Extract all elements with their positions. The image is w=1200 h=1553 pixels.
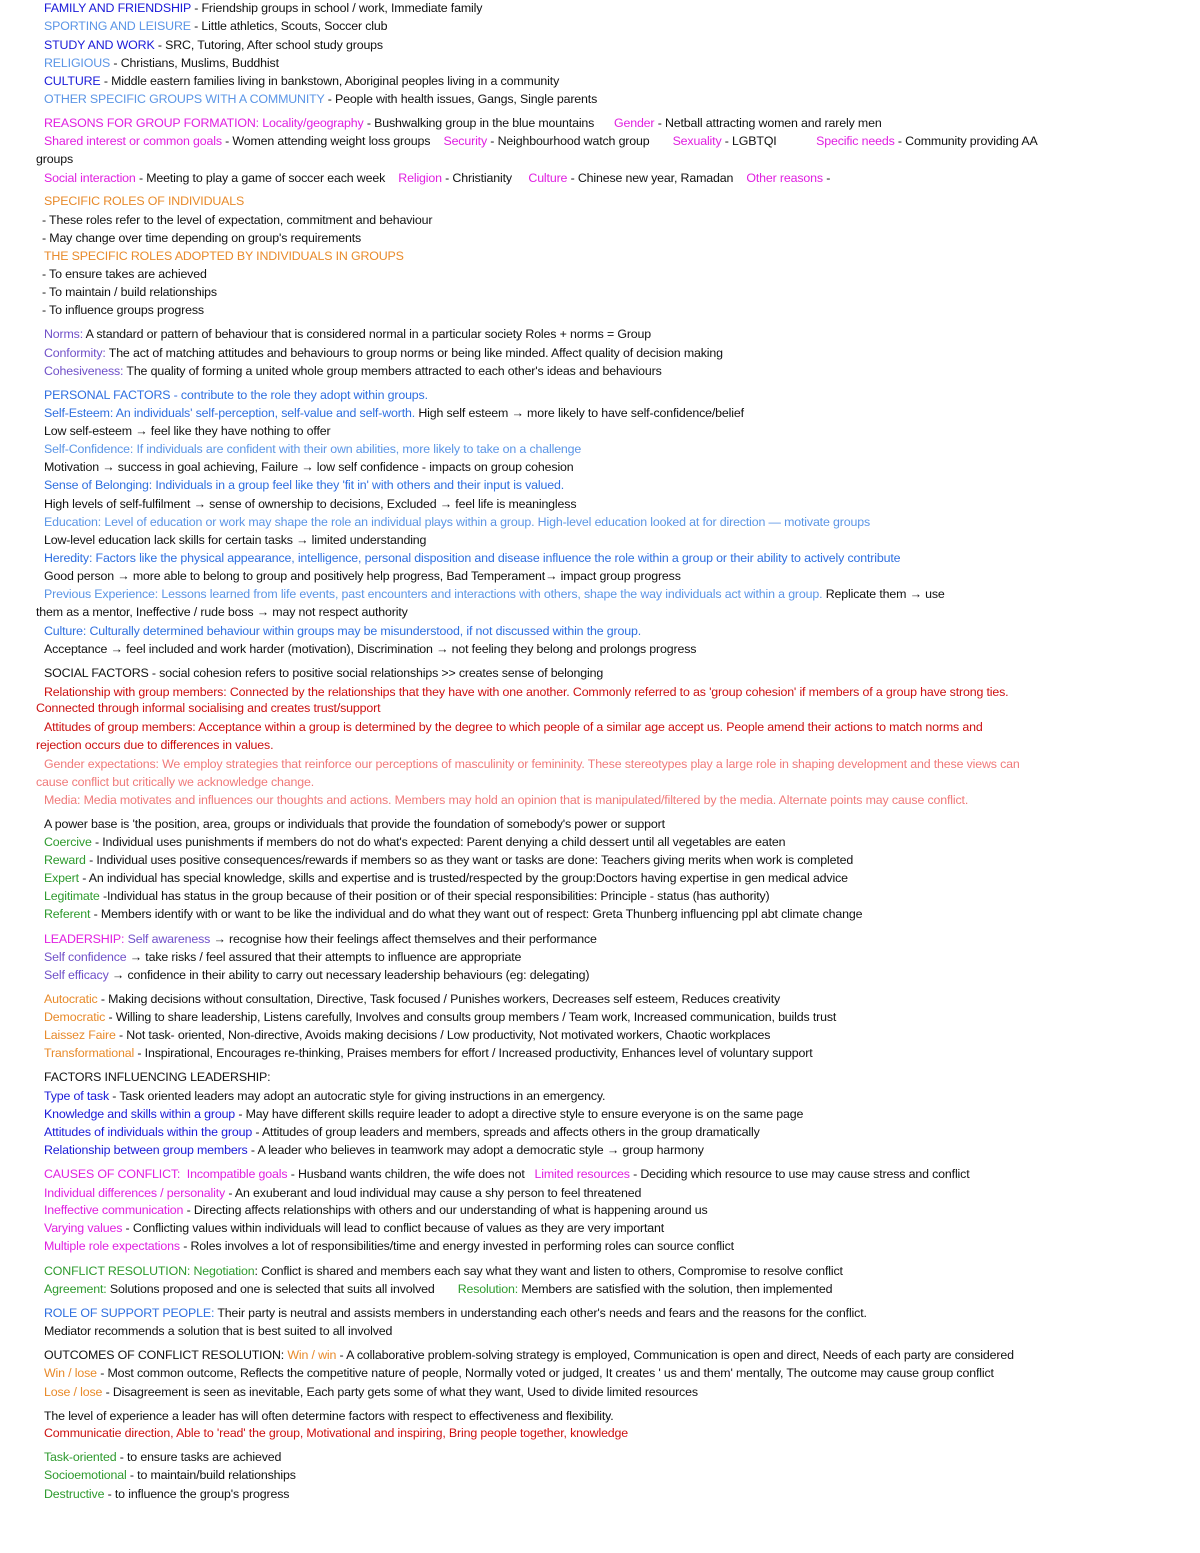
note-heading: REASONS FOR GROUP FORMATION: Locality/geography <box>44 116 364 130</box>
note-line <box>44 834 785 850</box>
note-heading: Sexuality <box>672 134 722 148</box>
note-text: Mediator recommends a solution that is best suited to all involved <box>44 1324 393 1338</box>
note-heading: SPECIFIC ROLES OF INDIVIDUALS <box>44 194 245 208</box>
note-heading: Conformity: <box>44 346 106 360</box>
note-text: Acceptance → feel included and work harder (motivation), Discrimination → not feeling they belong and prolongs progress <box>44 642 697 656</box>
note-line <box>42 230 361 246</box>
note-heading: Cohesiveness: <box>44 364 124 378</box>
note-line <box>44 719 983 735</box>
note-line <box>44 1467 296 1483</box>
note-heading: PERSONAL FACTORS - contribute to the role they adopt within groups. <box>44 388 428 402</box>
note-text: them as a mentor, Ineffective / rude boss → may not respect authority <box>36 605 408 619</box>
note-text: - <box>822 171 831 185</box>
note-heading: Shared interest or common goals <box>44 134 222 148</box>
note-line <box>36 151 73 167</box>
note-heading: Resolution: <box>457 1282 519 1296</box>
note-text: - To ensure takes are achieved <box>42 267 207 281</box>
note-text: Good person → more able to belong to group and positively help progress, Bad Temperament→ impact group progress <box>44 569 681 583</box>
note-text: - SRC, Tutoring, After school study groups <box>154 38 383 52</box>
note-line <box>44 37 383 53</box>
note-text: The level of experience a leader has will often determine factors with respect to effectiveness and flexibility. <box>44 1409 614 1423</box>
note-heading: Relationship with group members: Connected by the relationships that they have with one another. Commonly referred to as 'group cohesion' if members of a group have strong ties. <box>44 685 1009 699</box>
note-heading: Attitudes of group members: Acceptance within a group is determined by the degree to which people of a similar age accept us. People amend their actions to match norms and <box>44 720 983 734</box>
note-line <box>44 1069 270 1085</box>
note-heading: Socioemotional <box>44 1468 127 1482</box>
note-line <box>44 665 603 681</box>
note-heading: Specific needs <box>816 134 895 148</box>
note-heading: Type of task <box>44 1089 110 1103</box>
note-heading: Coercive <box>44 835 92 849</box>
note-line <box>44 906 862 922</box>
note-text: - Attitudes of group leaders and members, spreads and affects others in the group dramatically <box>252 1125 760 1139</box>
note-text: groups <box>36 152 73 166</box>
note-text: : Conflict is shared and members each say what they want and listen to others, Compromise to resolve conflict <box>254 1264 843 1278</box>
note-text: - Directing affects relationships with others and our understanding of what is happening around us <box>183 1203 708 1217</box>
note-line <box>44 1045 813 1061</box>
note-text: - Christianity <box>441 171 529 185</box>
note-line <box>44 1486 289 1502</box>
note-heading: Expert <box>44 871 79 885</box>
note-heading: Multiple role expectations <box>44 1239 180 1253</box>
note-heading: Norms: <box>44 327 84 341</box>
note-line <box>44 1305 867 1321</box>
note-line <box>44 459 574 475</box>
note-heading: Religion <box>398 171 442 185</box>
note-text: - Neighbourhood watch group <box>487 134 673 148</box>
note-text: - May change over time depending on group's requirements <box>42 231 362 245</box>
note-heading: LEADERSHIP: <box>44 932 125 946</box>
note-text: - Willing to share leadership, Listens carefully, Involves and consults group members / Team work, Increased communication, builds trust <box>105 1010 837 1024</box>
note-line <box>44 1185 641 1201</box>
note-heading: Win / lose <box>44 1366 97 1380</box>
note-text: - Inspirational, Encourages re-thinking, Praises members for effort / Increased productivity, Enhances level of voluntary support <box>134 1046 813 1060</box>
note-text: - An individual has special knowledge, skills and expertise and is trusted/respected by the group:Doctors having expertise in gen medical advice <box>78 871 848 885</box>
note-text: - Friendship groups in school / work, Immediate family <box>190 1 483 15</box>
note-line <box>44 586 945 602</box>
note-line <box>44 1281 832 1297</box>
note-text: - LGBTQI <box>721 134 817 148</box>
note-text: - A leader who believes in teamwork may adopt a democratic style → group harmony <box>247 1143 704 1157</box>
note-line <box>36 737 273 753</box>
note-heading: Other reasons <box>746 171 823 185</box>
note-text: Low-level education lack skills for certain tasks → limited understanding <box>44 533 427 547</box>
note-line <box>44 1202 708 1218</box>
note-line <box>44 170 830 186</box>
note-line <box>44 1027 770 1043</box>
note-line <box>44 967 589 983</box>
note-heading: FAMILY AND FRIENDSHIP <box>44 1 191 15</box>
note-text: - Making decisions without consultation, Directive, Task focused / Punishes workers, Decreases self esteem, Reduces creativity <box>97 992 781 1006</box>
note-heading: Attitudes of individuals within the group <box>44 1125 253 1139</box>
note-line <box>44 1384 698 1400</box>
note-line <box>44 326 651 342</box>
note-heading: Connected through informal socialising and creates trust/support <box>36 701 381 715</box>
note-heading: Communicatie direction, Able to 'read' the group, Motivational and inspiring, Bring people together, knowledge <box>44 1426 629 1440</box>
note-line <box>44 991 780 1007</box>
note-line <box>44 1425 628 1441</box>
note-text: - Most common outcome, Reflects the competitive nature of people, Normally voted or judged, It creates ' us and them' mentally, The outcome may cause group conflict <box>96 1366 994 1380</box>
note-line <box>44 18 387 34</box>
note-heading: Gender expectations: We employ strategies that reinforce our perceptions of masculinity or femininity. These stereotypes play a large role in shaping development and these views can <box>44 757 1020 771</box>
note-heading: Self-Confidence: If individuals are confident with their own abilities, more likely to take on a challenge <box>44 442 582 456</box>
note-text: - Netball attracting women and rarely men <box>654 116 882 130</box>
note-heading: STUDY AND WORK <box>44 38 155 52</box>
note-text: Low self-esteem → feel like they have nothing to offer <box>44 424 331 438</box>
note-text: - Deciding which resource to use may cause stress and conflict <box>629 1167 970 1181</box>
note-heading: Culture: Culturally determined behaviour within groups may be misunderstood, if not discussed within the group. <box>44 624 642 638</box>
note-heading: Media: Media motivates and influences our thoughts and actions. Members may hold an opinion that is manipulated/filtered by the media. Alternate points may cause conflict. <box>44 793 969 807</box>
note-line <box>44 115 882 131</box>
note-text: - A collaborative problem-solving strategy is employed, Communication is open and direct, Needs of each party are considered <box>336 1348 1014 1362</box>
note-line <box>44 133 1038 149</box>
note-line <box>36 774 314 790</box>
note-heading: Legitimate <box>44 889 100 903</box>
note-line <box>36 604 408 620</box>
note-text: SOCIAL FACTORS - social cohesion refers to positive social relationships >> creates sense of belonging <box>44 666 604 680</box>
note-line <box>44 1323 392 1339</box>
note-text: A power base is 'the position, area, groups or individuals that provide the foundation of somebody's power or support <box>44 817 665 831</box>
note-text: - Individual uses punishments if members do not do what's expected: Parent denying a child dessert until all vegetables are eaten <box>91 835 786 849</box>
note-line <box>44 931 597 947</box>
note-heading: Democratic <box>44 1010 106 1024</box>
note-line <box>44 477 564 493</box>
note-line <box>44 870 848 886</box>
note-line <box>44 193 244 209</box>
note-heading: Win / win <box>284 1348 337 1362</box>
note-text: - Members identify with or want to be like the individual and do what they want out of respect: Greta Thunberg influencing ppl abt climate change <box>90 907 863 921</box>
note-heading: Destructive <box>44 1487 105 1501</box>
note-heading: Ineffective communication <box>44 1203 184 1217</box>
note-text: - to maintain/build relationships <box>126 1468 296 1482</box>
note-heading: Lose / lose <box>44 1385 103 1399</box>
note-line <box>44 514 870 530</box>
note-text: - to ensure tasks are achieved <box>116 1450 282 1464</box>
note-line <box>44 949 521 965</box>
note-line <box>44 1088 605 1104</box>
note-line <box>44 1106 803 1122</box>
note-text: High levels of self-fulfilment → sense of ownership to decisions, Excluded → feel life is meaningless <box>44 497 577 511</box>
note-line <box>44 852 853 868</box>
note-heading: Education: Level of education or work may shape the role an individual plays within a group. High-level education looked at for direction — motivate groups <box>44 515 870 529</box>
note-heading: Individual differences / personality <box>44 1186 226 1200</box>
note-line <box>44 441 581 457</box>
note-heading: Social interaction <box>44 171 136 185</box>
note-line <box>44 248 404 264</box>
note-text: - Christians, Muslims, Buddhist <box>110 56 279 70</box>
note-text: Motivation → success in goal achieving, Failure → low self confidence - impacts on group cohesion <box>44 460 574 474</box>
note-heading: cause conflict but critically we acknowledge change. <box>36 775 315 789</box>
note-line <box>42 212 432 228</box>
note-line <box>44 792 968 808</box>
note-line <box>44 550 900 566</box>
note-line <box>44 532 426 548</box>
note-heading: Previous Experience: Lessons learned from life events, past encounters and interactions with others, shape the way individuals act within a group. <box>44 587 823 601</box>
note-text: - Conflicting values within individuals will lead to conflict because of values as they are very important <box>122 1221 665 1235</box>
note-heading: Self confidence <box>44 950 127 964</box>
note-text: OUTCOMES OF CONFLICT RESOLUTION: <box>44 1348 285 1362</box>
note-heading: Agreement: <box>44 1282 107 1296</box>
note-text: Replicate them → use <box>822 587 945 601</box>
note-text: - An exuberant and loud individual may cause a shy person to feel threatened <box>225 1186 642 1200</box>
note-line <box>44 1124 760 1140</box>
note-text: - Husband wants children, the wife does not <box>287 1167 535 1181</box>
note-heading: Gender <box>613 116 655 130</box>
note-text: - Roles involves a lot of responsibilities/time and energy invested in performing roles can source conflict <box>179 1239 734 1253</box>
note-line <box>44 55 279 71</box>
note-line <box>44 1449 281 1465</box>
note-text: The act of matching attitudes and behaviours to group norms or being like minded. Affect quality of decision making <box>105 346 723 360</box>
note-line <box>44 496 576 512</box>
note-line <box>44 888 770 904</box>
note-line <box>44 1142 704 1158</box>
note-line <box>44 1220 664 1236</box>
note-line <box>44 1347 1014 1363</box>
note-line <box>44 73 559 89</box>
note-line <box>42 284 217 300</box>
note-line <box>44 568 681 584</box>
note-text: - May have different skills require leader to adopt a directive style to ensure everyone is on the same page <box>235 1107 804 1121</box>
note-text: - Women attending weight loss groups <box>221 134 444 148</box>
note-text: → recognise how their feelings affect themselves and their performance <box>210 932 597 946</box>
note-text: - Individual uses positive consequences/rewards if members so as they want or tasks are done: Teachers giving merits when work is completed <box>85 853 854 867</box>
note-line <box>42 266 207 282</box>
note-text: - Meeting to play a game of soccer each week <box>135 171 399 185</box>
note-line <box>44 387 428 403</box>
note-line <box>44 345 723 361</box>
note-heading: Relationship between group members <box>44 1143 248 1157</box>
note-text: Solutions proposed and one is selected that suits all involved <box>106 1282 458 1296</box>
note-text: → confidence in their ability to carry out necessary leadership behaviours (eg: delegating) <box>108 968 590 982</box>
note-text: - To maintain / build relationships <box>42 285 217 299</box>
note-heading: Security <box>443 134 488 148</box>
note-heading: Transformational <box>44 1046 135 1060</box>
note-text: - Chinese new year, Ramadan <box>567 171 747 185</box>
note-heading: Heredity: Factors like the physical appearance, intelligence, personal disposition and disease influence the role within a group or their ability to actively contribute <box>44 551 901 565</box>
note-heading: CULTURE <box>44 74 101 88</box>
note-line <box>44 1263 843 1279</box>
note-line <box>42 302 204 318</box>
note-text: - to influence the group's progress <box>104 1487 290 1501</box>
note-text: - Middle eastern families living in bankstown, Aboriginal peoples living in a community <box>100 74 560 88</box>
note-line <box>44 641 696 657</box>
note-heading: Laissez Faire <box>44 1028 116 1042</box>
note-text: Members are satisfied with the solution, then implemented <box>518 1282 833 1296</box>
note-heading: ROLE OF SUPPORT PEOPLE: <box>44 1306 215 1320</box>
note-line <box>44 816 665 832</box>
note-heading: THE SPECIFIC ROLES ADOPTED BY INDIVIDUALS IN GROUPS <box>44 249 404 263</box>
note-line <box>44 405 744 421</box>
note-line <box>44 1408 614 1424</box>
note-line <box>44 623 641 639</box>
note-text: High self esteem → more likely to have self-confidence/belief <box>415 406 744 420</box>
note-heading: Referent <box>44 907 91 921</box>
note-text: The quality of forming a united whole group members attracted to each other's ideas and behaviours <box>123 364 662 378</box>
note-text: - People with health issues, Gangs, Single parents <box>324 92 598 106</box>
note-heading: Limited resources <box>534 1167 630 1181</box>
note-heading: Autocratic <box>44 992 98 1006</box>
note-text: - Not task- oriented, Non-directive, Avoids making decisions / Low productivity, Not motivated workers, Chaotic workplaces <box>115 1028 771 1042</box>
note-line <box>44 1009 836 1025</box>
note-heading: Varying values <box>44 1221 123 1235</box>
note-text: -Individual has status in the group because of their position or of their special responsibilities: Principle - status (has authority) <box>99 889 770 903</box>
note-heading: rejection occurs due to differences in values. <box>36 738 274 752</box>
note-heading: Task-oriented <box>44 1450 117 1464</box>
note-line <box>44 0 482 16</box>
note-text: - These roles refer to the level of expectation, commitment and behaviour <box>42 213 433 227</box>
note-heading: Knowledge and skills within a group <box>44 1107 236 1121</box>
note-heading: OTHER SPECIFIC GROUPS WITH A COMMUNITY <box>44 92 325 106</box>
note-text: → take risks / feel assured that their attempts to influence are appropriate <box>126 950 522 964</box>
note-line <box>44 756 1020 772</box>
note-text: - Bushwalking group in the blue mountains <box>363 116 614 130</box>
note-heading: Self-Esteem: An individuals' self-perception, self-value and self-worth. <box>44 406 416 420</box>
note-line <box>44 1166 970 1182</box>
note-text: - Little athletics, Scouts, Soccer club <box>190 19 388 33</box>
note-heading: Negotiation <box>190 1264 255 1278</box>
note-line <box>44 684 1008 700</box>
note-heading: Self efficacy <box>44 968 109 982</box>
note-text: - To influence groups progress <box>42 303 204 317</box>
note-heading: RELIGIOUS <box>44 56 111 70</box>
note-line <box>44 1238 734 1254</box>
note-line <box>36 700 380 716</box>
note-line <box>44 363 662 379</box>
note-text: - Community providing AA <box>894 134 1038 148</box>
note-heading: CAUSES OF CONFLICT: Incompatible goals <box>44 1167 288 1181</box>
note-line <box>44 423 330 439</box>
note-heading: SPORTING AND LEISURE <box>44 19 191 33</box>
note-heading: Culture <box>528 171 568 185</box>
note-heading: Self awareness <box>124 932 211 946</box>
note-text: - Disagreement is seen as inevitable, Each party gets some of what they want, Used to divide limited resources <box>102 1385 698 1399</box>
note-heading: Reward <box>44 853 86 867</box>
note-text: FACTORS INFLUENCING LEADERSHIP: <box>44 1070 271 1084</box>
note-text: Their party is neutral and assists members in understanding each other's needs and fears and the reasons for the conflict. <box>214 1306 867 1320</box>
note-line <box>44 91 597 107</box>
note-text: - Task oriented leaders may adopt an autocratic style for giving instructions in an emergency. <box>109 1089 606 1103</box>
note-line <box>44 1365 994 1381</box>
note-text: A standard or pattern of behaviour that is considered normal in a particular society Roles + norms = Group <box>83 327 652 341</box>
note-heading: Sense of Belonging: Individuals in a group feel like they 'fit in' with others and their input is valued. <box>44 478 565 492</box>
note-heading: CONFLICT RESOLUTION: <box>44 1264 191 1278</box>
